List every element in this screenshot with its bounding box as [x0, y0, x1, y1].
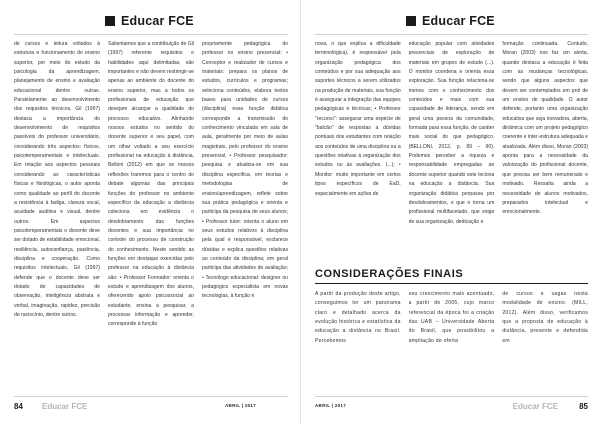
header-brand: Educar FCE — [121, 14, 194, 28]
footer-date: ABRIL | 2017 — [315, 403, 347, 408]
text-column-1: nova, o que explica a dificuldade terminológica), é responsável pela organização pedagógica dos conteúdos e por sua adequação aos suportes técnicos a serem utilizados na produção de materiais, sua função é assegurar a integração das equipes pedagógicas e técnicas; • Professor "recurso": assegurar uma espécie de "balcão" de respostas a dúvidas pontuais dos estudantes com relação aos conteúdos de uma disciplina ou a questões relativas à organização dos estudos ou às avaliações. (...); • Monitor: muito importante em certos tipos específicos de EaD, especialmente em ações de — [315, 41, 401, 197]
text-column-2: educação popular com atividades presenciais de exploração de materiais em grupos de estudo (...). O monitor coordena e orienta essa exploração. Sua função relaciona-se menos com o conhecimento dos conteúdos e mais com sua capacidade de liderança, sendo em geral uma pessoa da comunidade, formada para essa função, de caráter mais social do que pedagógico. (BELLONI, 2012, p. 89 – 90). Podemos perceber a riqueza e responsabilidade empregadas ao docente superior quando este leciona na educação a distância. Sua organização didática perpassa por desdobramentos, o que o torna um profissional multifacetado, que exige de sua organização, dedicação e — [408, 41, 495, 225]
text-column-3: propriamente pedagógica do professor no ensino presencial; • Conceptor e realizador de cursos e materiais: prepara os planos de estudos, currículos e programas; seleciona conteúdos, elabora textos bases para unidades de cursos (disciplina) essa função didática corresponde a transmissão do conhecimento vinculada em sala de aula, geralmente por meio de aulas magistrais, pelo professor do ensino presencial; • Professor pesquisador: pesquisa e atualiza-se em sua disciplina específica, em teorias e metodologias de ensino/aprendizagem, reflete sobre sua prática pedagógica e orienta e participa da pesquisa de seus alunos; • Professor tutor: orienta o aluno em seus estudos relativos à disciplina pela qual é responsável, esclarece dúvidas e explica questões relativas ao conteúdo da disciplina; em geral participa das atividades de avaliação; • Tecnólogo educacional: designer ou pedagógico especialista em novas tecnologias, à função é — [202, 41, 288, 300]
body-columns — [14, 40, 288, 380]
right-page — [300, 0, 600, 424]
header-brand: Educar FCE — [422, 14, 495, 28]
conclusion-column-3: de cursos e vagas nesta modalidade de ensino. (MILL, 2012). Além disso, verificamos que a proposta de educação à distância, presente e defendida em — [502, 291, 589, 344]
footer-rule — [315, 396, 588, 397]
square-bullet-icon — [406, 16, 416, 26]
text-column-1: de cursos e leitura voltados à estrutura e funcionamento do ensino superior, por meio do estudo da psicologia da aprendizagem, planejamento de ensino e avaliação educacional dentre outras. Paralelamente ao desenvolvimento dos requisitos técnicos, Gil (1997) destaca a importância do desenvolvimento de requisitos passíveis do professor universitário, considerando três aspectos: físicos, psicotemperamentais e intelectuais. Em relação aos aspectos pessoais considerando as características físicas e fisiológicas, o autor aponta como qualidade ao perfil do docente a resistência à fadiga, clareza vocal, acuidade auditiva e visual, dentre outros. Em aspectos psicotemperamentais o docente deve ser dotado de estabilidade emocional, resiliência, autoconfiança, paciência, disciplina e cooperação. Como requisitos intelectuais, Gil (1997) defende que o docente deve ser dotado de capacidades de observação, inteligência abstrata e verbal, imaginação, rapidez, precisão de raciocínio, dentre outros. — [14, 41, 100, 318]
footer-brand: Educar FCE — [42, 402, 88, 411]
header-rule — [315, 34, 588, 35]
footer-date: ABRIL | 2017 — [225, 403, 257, 408]
square-bullet-icon — [105, 16, 115, 26]
body-columns — [315, 40, 588, 266]
footer-brand: Educar FCE — [512, 402, 558, 411]
text-column-2: Salientamos que a contribuição de Gil (1997) referente requisitos e habilidades aqui delimitadas, são importantes e não devem restringir-se apenas ao ambiente do docente do ensino superior, mas a todos os profissionais de educação que desejam alcançar a qualidade do processo educativo. Alinhando nossos estudos no sentido do docente superior e seu papel, com um olhar voltado a seu exercício profissional na educação à distância, Belloni (2012) em que os nossos reflexões traremos para o centro do debate algumas das principais funções do professor no ambiente específico da educação a distância coleciona em evidência o desdobramento das funções docentes e sua importância no controle do processo de construção do conhecimento. Neste sentido as funções em destaque exercidas pelo professor na educação à distância são: • Professor Formador: orienta o estudo e aprendizagem dos alunos, oferecendo apoio psicossocial ao estudante, ensina a pesquisar, a processar informação e aprender, corresponde à função — [108, 41, 194, 328]
page-header — [105, 10, 194, 32]
page-footer — [0, 396, 300, 418]
page-number: 85 — [579, 402, 588, 411]
footer-rule — [14, 396, 288, 397]
conclusion-columns — [315, 290, 588, 384]
conclusion-column-1: A partir da produção deste artigo, conseguimos ter um panorama claro e detalhado acerca da evolução histórica e estatística da educação a distância no Brasil. Percebemos — [315, 291, 401, 344]
section-heading: CONSIDERAÇÕES FINAIS — [315, 268, 464, 280]
page-header — [406, 10, 495, 32]
header-rule — [14, 34, 288, 35]
conclusion-column-2: seu crescimento mais acentuado, a partir de 2005, cujo marco referencial da época foi a criação das UAB – Universidade Aberta do Brasil, que possibilitou a ampliação de oferta — [408, 291, 495, 344]
section-rule — [315, 283, 588, 284]
text-column-3: formação continuada. Contudo, Moran (2003) nos faz um alerta, quando destaca a educação é feita com as mudanças tecnológicas, sendo que alguns aspectos que devem ser contemplados em prol de um ensino de qualidade. O autor defende, portanto uma organização educativa que seja inovadora, aberta, dinâmica com um projeto pedagógico coerente e inter-estrutura adequada e atualizada. Além disso, Moran (2003) aponta para a necessidade da valorização do profissional docente, que precisa ser bem remunerado e motivado. Ressalta ainda a necessidade de alunos motivados, preparados intelectual e emocionalmente. — [502, 41, 589, 216]
page-number: 84 — [14, 402, 23, 411]
page-footer — [301, 396, 600, 418]
